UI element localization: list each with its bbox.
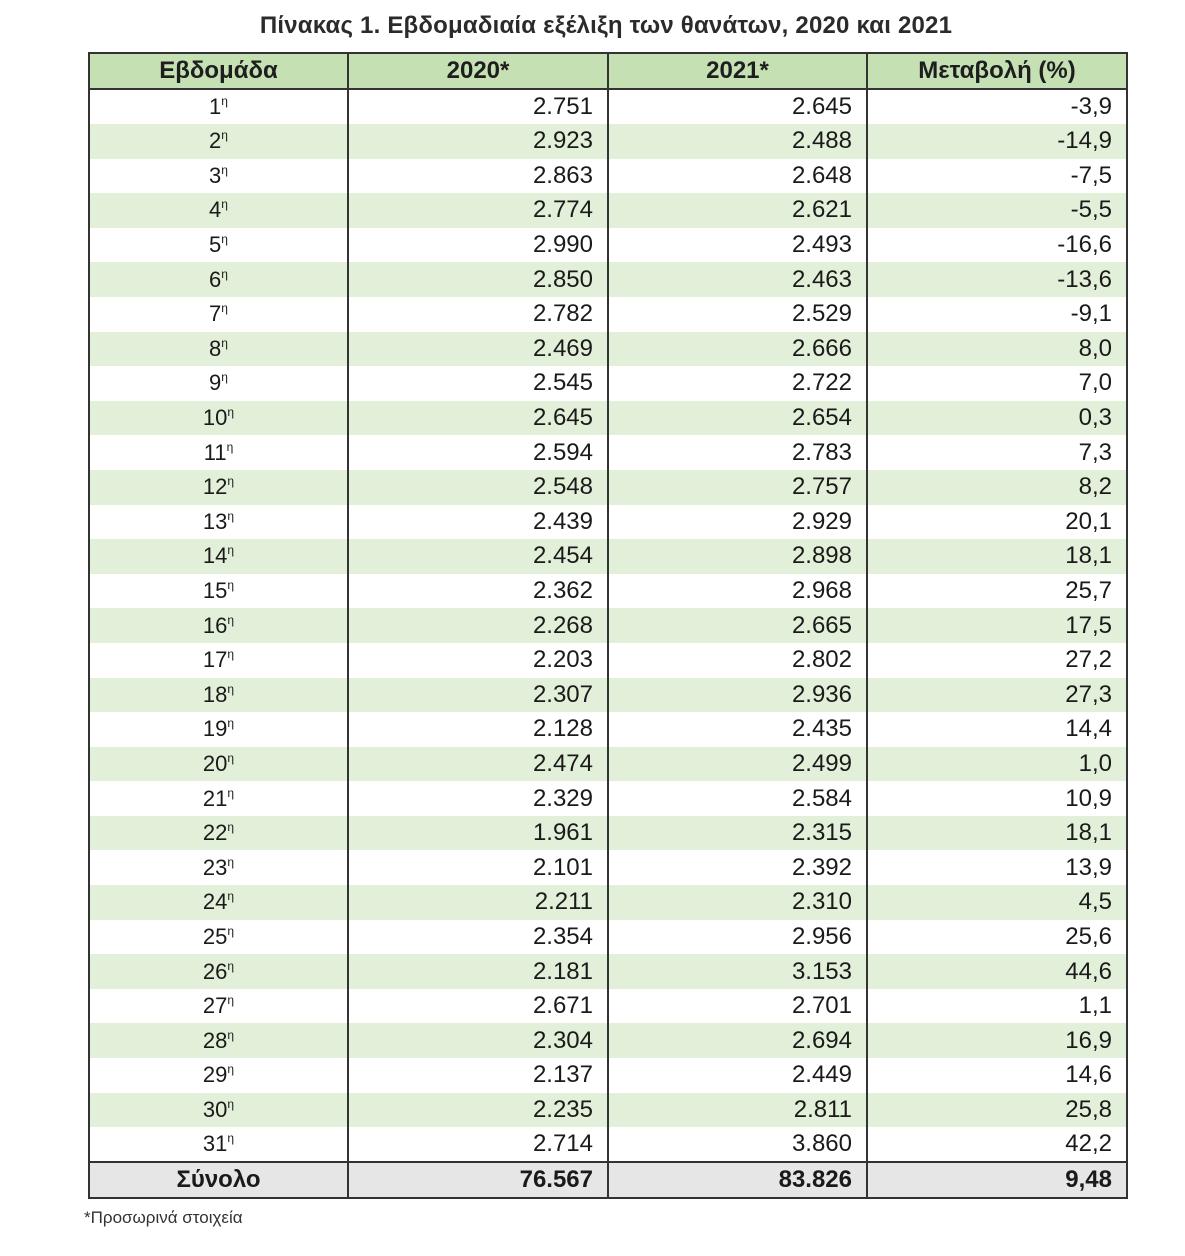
table-row [89, 332, 1127, 367]
table-row [89, 1023, 1127, 1058]
value-change: -9,1 [867, 297, 1127, 332]
table-row [89, 574, 1127, 609]
value-change: 44,6 [867, 954, 1127, 989]
header-row [89, 53, 1127, 89]
week-cell [89, 297, 348, 332]
week-number: 25 [202, 923, 228, 949]
table-body [89, 89, 1127, 1162]
value-2020: 2.268 [348, 608, 608, 643]
week-number: 15 [202, 578, 228, 604]
week-number: 8 [209, 335, 222, 361]
value-2021: 2.898 [608, 539, 867, 574]
value-2021: 3.860 [608, 1127, 867, 1162]
week-number: 16 [202, 612, 228, 638]
week-ordinal-suffix: η [227, 1131, 235, 1146]
week-ordinal-suffix: η [227, 716, 235, 731]
week-number: 6 [209, 266, 222, 292]
week-number: 5 [209, 232, 222, 258]
table-row [89, 193, 1127, 228]
value-2021: 2.310 [608, 885, 867, 920]
week-ordinal-suffix: η [221, 266, 228, 281]
value-2021: 2.584 [608, 781, 867, 816]
week-ordinal-suffix: η [227, 612, 235, 627]
week-ordinal-suffix: η [227, 1027, 235, 1042]
week-cell [89, 435, 348, 470]
week-ordinal-suffix: η [221, 370, 228, 385]
week-number: 7 [209, 301, 222, 327]
value-2020: 2.645 [348, 401, 608, 436]
value-2020: 2.235 [348, 1093, 608, 1128]
table-row [89, 816, 1127, 851]
week-ordinal-suffix: η [227, 750, 235, 765]
value-2020: 2.304 [348, 1023, 608, 1058]
value-change: 1,1 [867, 989, 1127, 1024]
week-ordinal-suffix: η [227, 1062, 235, 1077]
week-ordinal-suffix: η [227, 681, 235, 696]
week-number: 14 [202, 543, 228, 569]
value-2020: 2.850 [348, 262, 608, 297]
table-row [89, 539, 1127, 574]
week-ordinal-suffix: η [227, 993, 235, 1008]
value-change: 25,7 [867, 574, 1127, 609]
table-row [89, 747, 1127, 782]
table-row [89, 366, 1127, 401]
week-ordinal-suffix: η [227, 923, 235, 938]
value-change: 13,9 [867, 850, 1127, 885]
week-cell [89, 678, 348, 713]
value-change: -16,6 [867, 228, 1127, 263]
value-2020: 2.594 [348, 435, 608, 470]
week-cell [89, 643, 348, 678]
value-change: 42,2 [867, 1127, 1127, 1162]
week-ordinal-suffix: η [221, 232, 228, 247]
value-2020: 2.714 [348, 1127, 608, 1162]
week-number: 4 [209, 197, 222, 223]
value-2020: 2.137 [348, 1058, 608, 1093]
week-ordinal-suffix: η [227, 543, 235, 558]
value-change: -13,6 [867, 262, 1127, 297]
value-change: 27,2 [867, 643, 1127, 678]
value-change: -7,5 [867, 159, 1127, 194]
week-cell [89, 228, 348, 263]
week-ordinal-suffix: η [221, 94, 228, 108]
value-2020: 2.990 [348, 228, 608, 263]
week-cell [89, 574, 348, 609]
value-2021: 2.529 [608, 297, 867, 332]
week-cell [89, 920, 348, 955]
week-cell [89, 262, 348, 297]
value-change: 10,9 [867, 781, 1127, 816]
value-2021: 2.493 [608, 228, 867, 263]
header-change: Μεταβολή (%) [867, 53, 1127, 89]
week-number: 29 [202, 1062, 228, 1088]
value-change: 18,1 [867, 816, 1127, 851]
value-change: 8,0 [867, 332, 1127, 367]
value-2021: 2.936 [608, 678, 867, 713]
week-cell [89, 124, 348, 159]
week-ordinal-suffix: η [226, 439, 234, 454]
value-change: 0,3 [867, 401, 1127, 436]
week-cell [89, 850, 348, 885]
week-ordinal-suffix: η [227, 578, 235, 593]
value-2021: 2.783 [608, 435, 867, 470]
weekly-deaths-table [88, 52, 1128, 1199]
value-change: 16,9 [867, 1023, 1127, 1058]
week-ordinal-suffix: η [227, 647, 235, 662]
value-2020: 2.774 [348, 193, 608, 228]
table-title: Πίνακας 1. Εβδομαδιαία εξέλιξη των θανάτων, 2020 και 2021 [259, 12, 953, 39]
week-cell [89, 1127, 348, 1162]
week-number: 18 [202, 681, 228, 707]
week-ordinal-suffix: η [227, 958, 235, 973]
value-change: 27,3 [867, 678, 1127, 713]
value-2020: 2.211 [348, 885, 608, 920]
value-2020: 2.923 [348, 124, 608, 159]
value-2021: 2.654 [608, 401, 867, 436]
week-cell [89, 608, 348, 643]
week-ordinal-suffix: η [221, 197, 228, 212]
table-row [89, 262, 1127, 297]
value-change: 25,6 [867, 920, 1127, 955]
value-2021: 2.968 [608, 574, 867, 609]
week-number: 3 [209, 162, 222, 188]
value-2020: 2.354 [348, 920, 608, 955]
week-number: 10 [202, 405, 228, 431]
value-2021: 2.665 [608, 608, 867, 643]
week-cell [89, 401, 348, 436]
value-2020: 2.307 [348, 678, 608, 713]
value-change: -14,9 [867, 124, 1127, 159]
value-2020: 2.439 [348, 505, 608, 540]
value-2020: 2.751 [348, 89, 608, 124]
value-change: -3,9 [867, 89, 1127, 124]
week-ordinal-suffix: η [227, 1096, 235, 1111]
week-cell [89, 1023, 348, 1058]
table-row [89, 608, 1127, 643]
value-2020: 2.101 [348, 850, 608, 885]
week-cell [89, 332, 348, 367]
week-number: 12 [202, 474, 228, 500]
value-2021: 2.811 [608, 1093, 867, 1128]
week-cell [89, 89, 348, 124]
week-number: 22 [202, 820, 228, 846]
value-2021: 3.153 [608, 954, 867, 989]
week-number: 24 [202, 889, 228, 915]
week-cell [89, 747, 348, 782]
week-cell [89, 366, 348, 401]
week-number: 26 [202, 958, 228, 984]
week-number: 21 [202, 785, 228, 811]
week-number: 17 [202, 647, 228, 673]
value-2020: 2.454 [348, 539, 608, 574]
value-change: 8,2 [867, 470, 1127, 505]
value-2020: 2.671 [348, 989, 608, 1024]
table-row [89, 1093, 1127, 1128]
value-change: 25,8 [867, 1093, 1127, 1128]
header-2021: 2021* [608, 53, 867, 89]
table-row [89, 1127, 1127, 1162]
value-change: 7,3 [867, 435, 1127, 470]
week-cell [89, 505, 348, 540]
value-2020: 2.181 [348, 954, 608, 989]
value-2021: 2.488 [608, 124, 867, 159]
value-2021: 2.929 [608, 505, 867, 540]
value-2020: 2.548 [348, 470, 608, 505]
deaths-table-container [88, 52, 1126, 1199]
week-number: 1 [209, 94, 222, 119]
week-cell [89, 712, 348, 747]
week-ordinal-suffix: η [221, 335, 228, 350]
value-2020: 2.362 [348, 574, 608, 609]
week-ordinal-suffix: η [227, 405, 235, 420]
value-2021: 2.701 [608, 989, 867, 1024]
value-2020: 2.128 [348, 712, 608, 747]
value-2020: 2.203 [348, 643, 608, 678]
value-2021: 2.621 [608, 193, 867, 228]
week-ordinal-suffix: η [227, 508, 235, 523]
table-row [89, 678, 1127, 713]
week-ordinal-suffix: η [221, 162, 228, 177]
week-number: 31 [202, 1131, 228, 1157]
value-2021: 2.435 [608, 712, 867, 747]
week-number: 20 [202, 750, 228, 776]
value-2020: 2.474 [348, 747, 608, 782]
value-change: 18,1 [867, 539, 1127, 574]
week-cell [89, 470, 348, 505]
value-2020: 2.545 [348, 366, 608, 401]
week-ordinal-suffix: η [221, 128, 228, 143]
value-2021: 2.645 [608, 89, 867, 124]
table-row [89, 885, 1127, 920]
value-change: 7,0 [867, 366, 1127, 401]
table-row [89, 159, 1127, 194]
value-2021: 2.499 [608, 747, 867, 782]
value-2021: 2.315 [608, 816, 867, 851]
week-ordinal-suffix: η [227, 889, 235, 904]
value-2020: 2.863 [348, 159, 608, 194]
week-number: 19 [202, 716, 228, 742]
week-ordinal-suffix: η [227, 785, 235, 800]
value-change: 4,5 [867, 885, 1127, 920]
value-change: 20,1 [867, 505, 1127, 540]
table-row [89, 643, 1127, 678]
footnote: *Προσωρινά στοιχεία [84, 1208, 243, 1227]
week-ordinal-suffix: η [221, 301, 228, 316]
value-change: 14,4 [867, 712, 1127, 747]
table-row [89, 89, 1127, 124]
value-change: 14,6 [867, 1058, 1127, 1093]
value-2021: 2.666 [608, 332, 867, 367]
week-cell [89, 159, 348, 194]
week-cell [89, 1058, 348, 1093]
value-2020: 2.782 [348, 297, 608, 332]
value-2021: 2.722 [608, 366, 867, 401]
table-row [89, 920, 1127, 955]
table-row [89, 435, 1127, 470]
week-number: 23 [202, 854, 228, 880]
week-number: 2 [209, 128, 222, 154]
table-row [89, 1058, 1127, 1093]
week-number: 11 [203, 439, 227, 465]
week-number: 30 [202, 1096, 228, 1122]
week-cell [89, 954, 348, 989]
value-2021: 2.648 [608, 159, 867, 194]
table-row [89, 297, 1127, 332]
table-row [89, 124, 1127, 159]
table-row [89, 850, 1127, 885]
value-2021: 2.449 [608, 1058, 867, 1093]
header-week: Εβδομάδα [89, 53, 348, 89]
value-change: 17,5 [867, 608, 1127, 643]
header-2020: 2020* [348, 53, 608, 89]
table-row [89, 505, 1127, 540]
total-2021: 83.826 [608, 1162, 867, 1198]
total-label: Σύνολο [89, 1162, 348, 1198]
week-ordinal-suffix: η [227, 474, 235, 489]
table-row [89, 470, 1127, 505]
table-row [89, 989, 1127, 1024]
week-ordinal-suffix: η [227, 854, 235, 869]
table-row [89, 712, 1127, 747]
value-2021: 2.392 [608, 850, 867, 885]
value-2021: 2.463 [608, 262, 867, 297]
total-2020: 76.567 [348, 1162, 608, 1198]
value-2021: 2.694 [608, 1023, 867, 1058]
value-2020: 2.329 [348, 781, 608, 816]
week-cell [89, 193, 348, 228]
table-row [89, 228, 1127, 263]
week-cell [89, 781, 348, 816]
value-2021: 2.757 [608, 470, 867, 505]
week-number: 13 [202, 508, 228, 534]
value-2021: 2.802 [608, 643, 867, 678]
value-2020: 1.961 [348, 816, 608, 851]
week-cell [89, 989, 348, 1024]
week-ordinal-suffix: η [227, 820, 235, 835]
value-change: 1,0 [867, 747, 1127, 782]
total-row [89, 1162, 1127, 1198]
week-cell [89, 885, 348, 920]
table-row [89, 401, 1127, 436]
week-number: 27 [202, 993, 228, 1019]
value-2021: 2.956 [608, 920, 867, 955]
week-cell [89, 1093, 348, 1128]
week-cell [89, 539, 348, 574]
week-cell [89, 816, 348, 851]
week-number: 9 [209, 370, 222, 396]
value-change: -5,5 [867, 193, 1127, 228]
total-change: 9,48 [867, 1162, 1127, 1198]
week-number: 28 [202, 1027, 228, 1053]
table-row [89, 781, 1127, 816]
value-2020: 2.469 [348, 332, 608, 367]
table-row [89, 954, 1127, 989]
